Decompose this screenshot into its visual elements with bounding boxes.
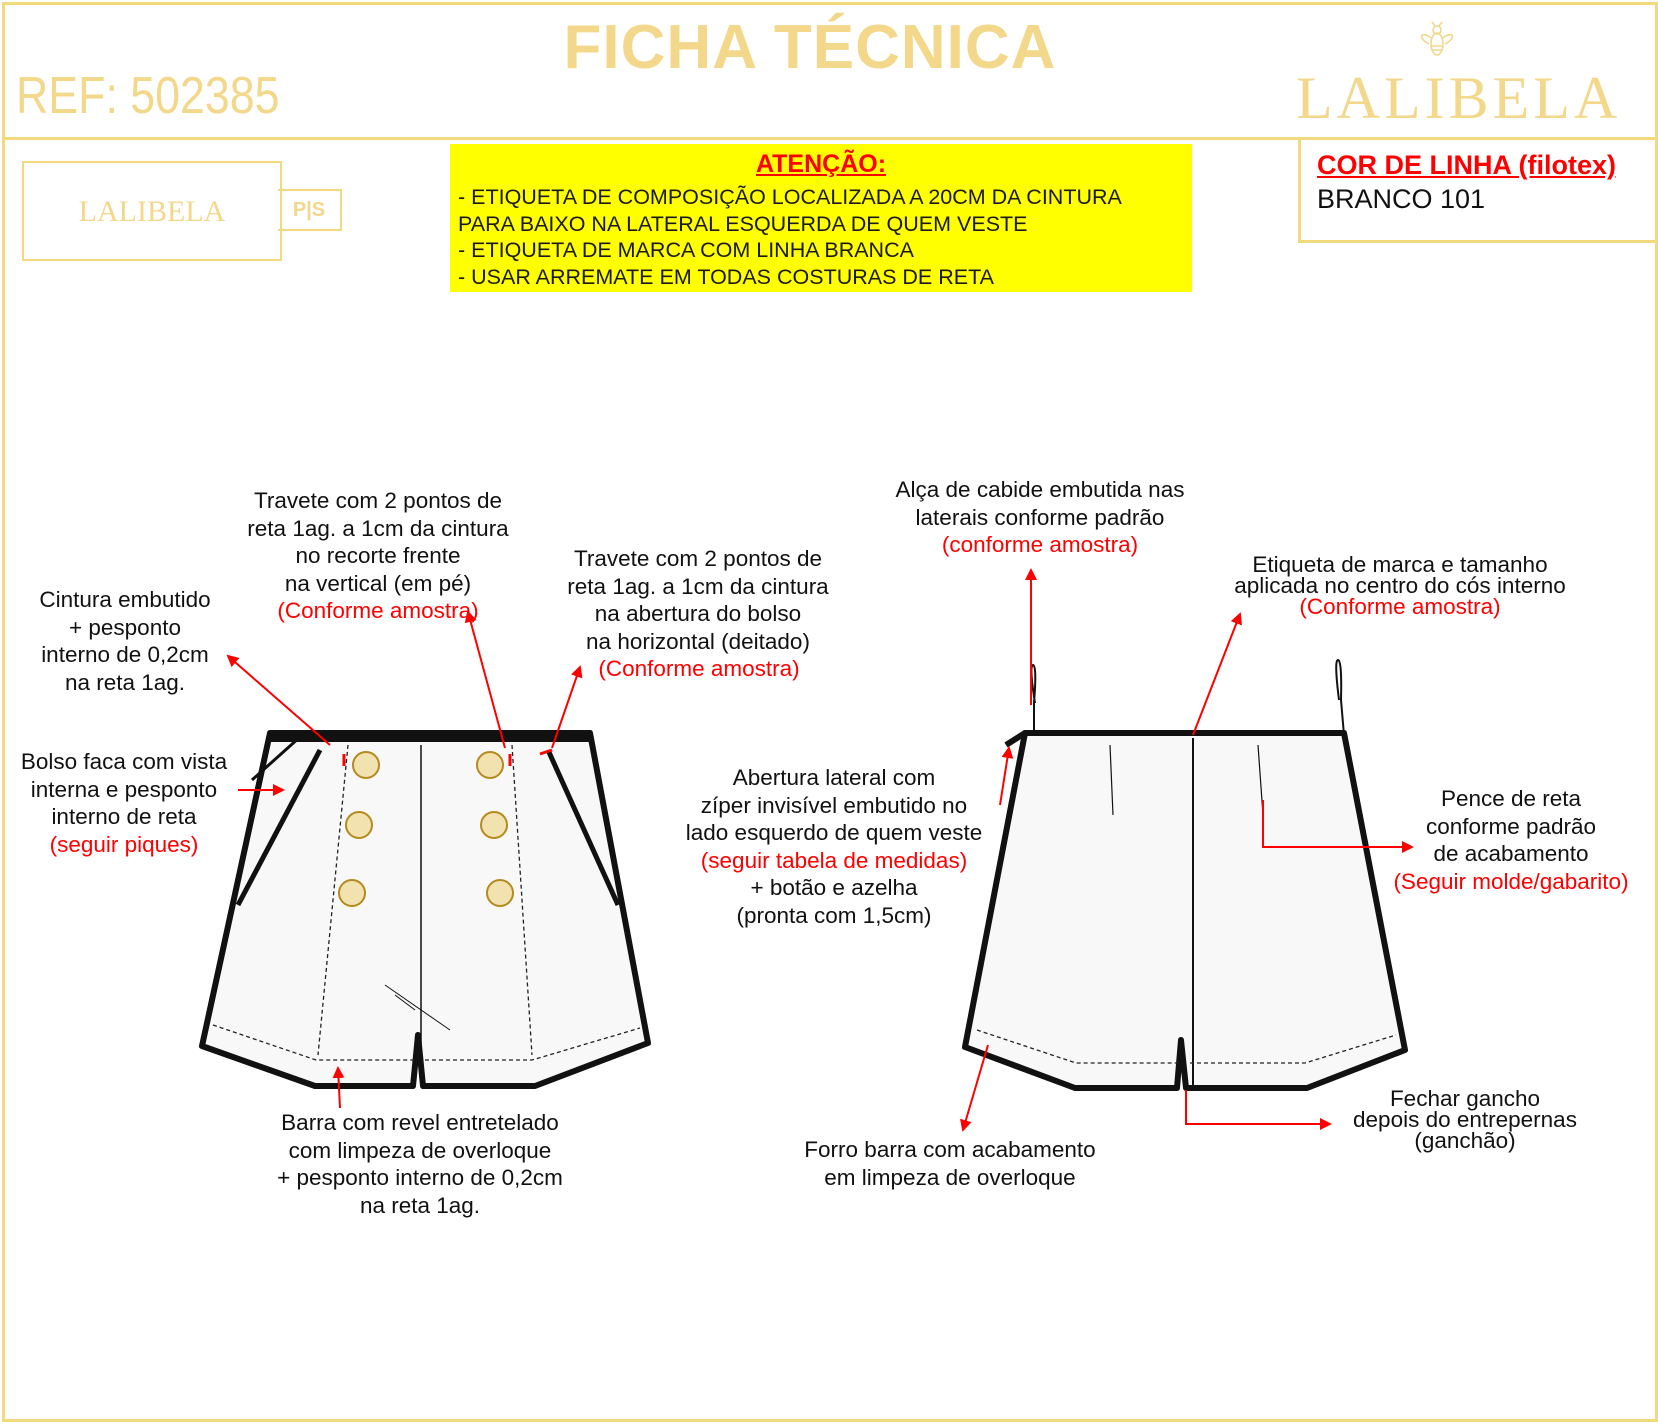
note-line: Abertura lateral com <box>732 765 936 790</box>
label-brand-text: LALIBELA <box>78 195 226 228</box>
note-crotch <box>1330 1088 1600 1151</box>
note-line: interno de reta <box>51 804 197 829</box>
note-bartack-horizontal <box>540 545 856 655</box>
note-line: na vertical (em pé) <box>284 570 472 596</box>
note-waistband <box>10 586 240 696</box>
note-line-red: (conforme amostra) <box>941 532 1139 557</box>
note-line: Pence de reta <box>1440 786 1582 811</box>
note-line: interna e pesponto <box>30 776 218 802</box>
attention-line: - ETIQUETA DE MARCA COM LINHA BRANCA <box>458 238 914 262</box>
note-line: + pesponto <box>69 614 181 640</box>
note-line: reta 1ag. a 1cm da cintura <box>567 573 829 599</box>
note-line: na horizontal (deitado) <box>586 628 810 654</box>
note-line: (ganchão) <box>1414 1128 1516 1153</box>
note-brand-label <box>1210 554 1590 617</box>
attention-title: ATENÇÃO: <box>755 150 887 178</box>
note-line: Travete com 2 pontos de <box>573 546 823 571</box>
note-line: reta 1ag. a 1cm da cintura <box>247 515 509 541</box>
note-line: (pronta com 1,5cm) <box>736 902 932 928</box>
note-line: Etiqueta de marca e tamanho <box>1252 552 1548 577</box>
note-line: Cintura embutido <box>39 587 211 612</box>
note-line: na reta 1ag. <box>359 1192 481 1218</box>
note-line: conforme padrão <box>1425 813 1597 839</box>
note-line: em limpeza de overloque <box>824 1164 1076 1190</box>
note-side-opening <box>664 764 1004 929</box>
note-hanger-loop <box>870 476 1210 559</box>
note-line-red: (Conforme amostra) <box>1299 594 1501 619</box>
note-bartack-horizontal-red: (Conforme amostra) <box>598 656 800 681</box>
note-lining-hem <box>780 1136 1120 1191</box>
note-line: + botão e azelha <box>750 875 918 900</box>
front-shorts-drawing <box>202 733 648 1086</box>
note-line-red: (Seguir molde/gabarito) <box>1393 868 1629 894</box>
note-line: lado esquerdo de quem veste <box>685 820 983 845</box>
thread-color-title: COR DE LINHA (filotex) <box>1317 150 1616 180</box>
attention-line: - USAR ARREMATE EM TODAS COSTURAS DE RETA <box>458 264 994 289</box>
note-line: Alça de cabide embutida nas <box>895 477 1185 502</box>
note-line: interno de 0,2cm <box>41 642 209 667</box>
reference-number: REF: 502385 <box>16 67 280 125</box>
page-title: FICHA TÉCNICA <box>563 13 1057 82</box>
note-line: com limpeza de overloque <box>288 1137 552 1163</box>
note-line: zíper invisível embutido no <box>700 792 968 818</box>
thread-color-value: BRANCO 101 <box>1317 184 1486 214</box>
note-line: depois do entrepernas <box>1353 1107 1577 1132</box>
note-line: Fechar gancho <box>1389 1086 1541 1111</box>
brand-logo: LALIBELA <box>1296 65 1622 131</box>
note-line: aplicada no centro do cós interno <box>1234 573 1566 598</box>
size-tab-text: P|S <box>292 199 326 221</box>
attention-line: - ETIQUETA DE COMPOSIÇÃO LOCALIZADA A 20CM DA CINTURA <box>458 185 1122 209</box>
note-pocket <box>4 748 244 858</box>
note-line-red: (seguir piques) <box>49 831 199 857</box>
note-line: na reta 1ag. <box>64 669 186 695</box>
note-line: Bolso faca com vista <box>20 749 228 774</box>
note-line: na abertura do bolso <box>594 601 802 626</box>
note-line: Travete com 2 pontos de <box>253 488 503 513</box>
attention-line: PARA BAIXO NA LATERAL ESQUERDA DE QUEM VESTE <box>458 211 1028 236</box>
note-bartack-vertical <box>218 487 538 625</box>
note-dart <box>1380 785 1642 895</box>
note-hem <box>250 1109 590 1219</box>
note-line: Forro barra com acabamento <box>804 1137 1096 1162</box>
note-line-red: (Conforme amostra) <box>277 598 479 623</box>
note-line: + pesponto interno de 0,2cm <box>277 1165 563 1190</box>
note-line: laterais conforme padrão <box>915 504 1165 530</box>
back-shorts-drawing <box>965 660 1405 1088</box>
note-line-red: (seguir tabela de medidas) <box>700 847 968 873</box>
note-line: no recorte frente <box>295 543 461 568</box>
note-line: Barra com revel entretelado <box>281 1110 559 1135</box>
note-line: de acabamento <box>1433 841 1589 866</box>
